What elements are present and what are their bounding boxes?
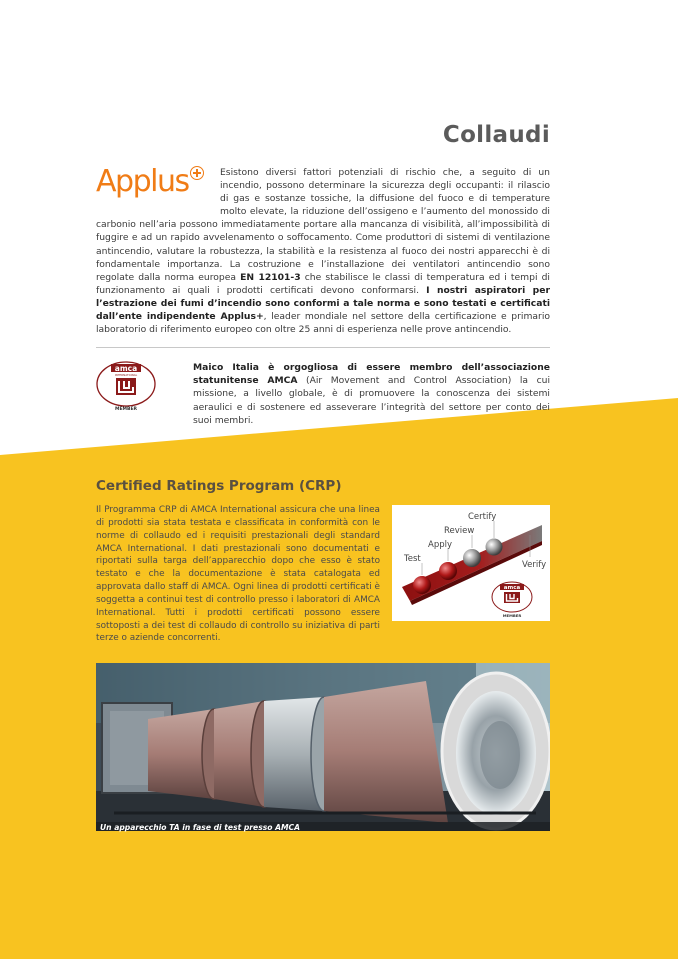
crp-heading: Certified Ratings Program (CRP) xyxy=(96,478,342,494)
amca-member-badge xyxy=(96,358,156,414)
amca-membership-paragraph xyxy=(193,361,550,427)
amca-badge-label: amca xyxy=(114,364,138,373)
crp-step-certify: Certify xyxy=(468,512,497,522)
intro-text-1: Esistono diversi fattori potenziali di rischio che, a seguito di un incendio, possono determinare la sicurezza degli occupanti: il rilascio di gas e sostanze tossiche, la diffusione del fuoco e di temperature molto elevate, la riduzione dell’ossigeno e l’aumento del monossido di carbonio nell’aria possono immediatamente portare alla mancanza di visibilità, all’impossibilità di fuggire e ad un rapido avvelenamento o soffocamento. Come produttori di sistemi di ventilazione antincendio, valutare la robustezza, la stabilità e la resistenza al fuoco dei nostri apparecchi è di fondamentale importanza. La costruzione e l’installazione dei ventilatori antincendio sono regolate dalla norma europea xyxy=(96,167,550,283)
crp-process-figure xyxy=(392,505,550,621)
amca-text: (Air Movement and Control Association) la cui missione, a livello globale, è di promuovere la conoscenza dei sistemi aeraulici e di sostenere ed asseverare l’integrità del settore per conto dei suoi membri. xyxy=(193,375,551,426)
crp-paragraph: Il Programma CRP di AMCA International assicura che una linea di prodotti sia stata testata e classificata in conformità con le norme di collaudo ed i requisiti prestazionali degli standard AMCA International. I dati prestazionali sono documentati e riportati sulla targa dell’apparecchio dopo che esso è stato testato e che la documentazione è stata catalogata ed approvata dallo staff di AMCA. Ogni linea di prodotti certificati è soggetta a continui test di controllo presso i laboratori di AMCA International. Tutti i prodotti certificati possono essere sottoposti a dei test di collaudo di controllo su iniziativa di parti terze o aziende concorrenti. xyxy=(96,505,380,644)
crp-sphere-apply xyxy=(439,562,457,580)
photo-caption: Un apparecchio TA in fase di test presso AMCA xyxy=(100,823,300,832)
amca-badge-sub: INTERNATIONAL xyxy=(114,373,138,377)
test-photo xyxy=(96,663,550,831)
crp-badge-member: MEMBER xyxy=(502,613,522,618)
page-title: Collaudi xyxy=(442,122,550,148)
norm-reference: EN 12101-3 xyxy=(240,271,301,283)
crp-sphere-test xyxy=(413,576,431,594)
certification-statement: I nostri aspiratori per l’estrazione dei fumi d’incendio sono conformi a tale norma e sono testati e certificati dall’ente indipendente Applus+ xyxy=(96,284,550,323)
intro-text-2: che stabilisce le classi di temperatura ed i tempi di funzionamento ai quali i prodotti certificati devono conformarsi. xyxy=(96,271,550,296)
crp-sphere-review xyxy=(463,549,481,567)
crp-step-test: Test xyxy=(404,554,421,564)
crp-step-apply: Apply xyxy=(428,540,452,550)
crp-badge-label: amca xyxy=(503,585,521,591)
crp-sphere-certify xyxy=(486,539,503,556)
section-divider xyxy=(96,347,550,348)
applus-intro-paragraph xyxy=(96,166,550,336)
intro-text-3: , leader mondiale nel settore della certificazione e primario laboratorio di riferimento europeo con oltre 25 anni di esperienza nelle prove antincendio. xyxy=(96,311,550,336)
amca-bold-text: Maico Italia è orgogliosa di essere membro dell’associazione statunitense AMCA xyxy=(193,362,550,387)
applus-logo-text: Applus xyxy=(96,164,189,199)
crp-step-verify: Verify xyxy=(522,560,547,570)
amca-badge-member: MEMBER xyxy=(115,407,137,412)
crp-step-review: Review xyxy=(444,526,475,536)
